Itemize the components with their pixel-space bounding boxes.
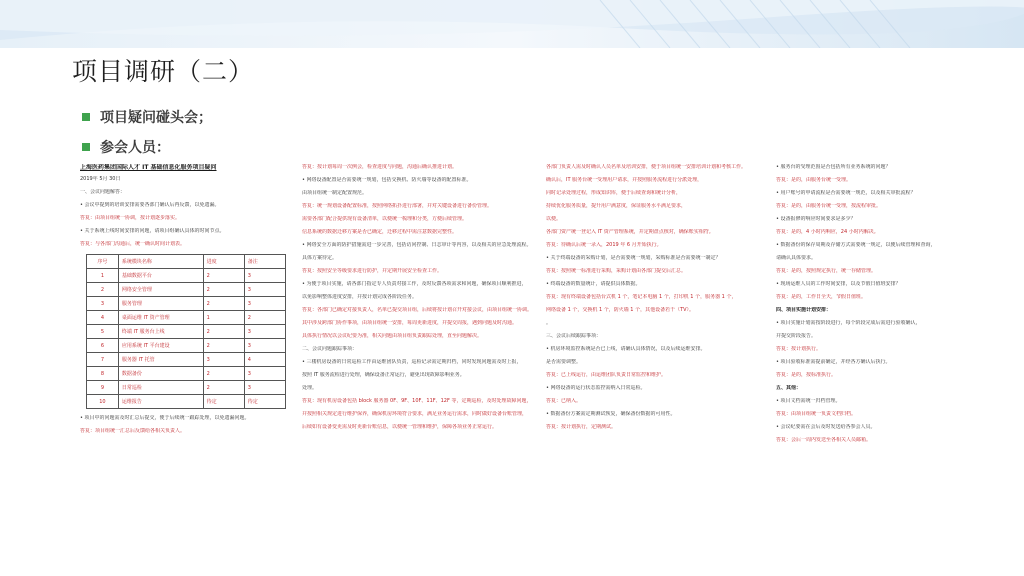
question-line: • 用户账号的申请流程是否需要统一规范，以及相关审批流程？ bbox=[776, 190, 916, 196]
answer-line: 持续优化服务质量，提升用户满意度，保证服务水平满足要求， bbox=[546, 203, 687, 209]
question-line: 以免影响整体进度安排，并按计划完成各阶段任务。 bbox=[302, 294, 418, 300]
question-line: • 网络设备的运行状态监控需纳入日常巡检。 bbox=[546, 385, 646, 391]
question-line: • 三楼机房设备的日常巡检工作由运维团队负责，巡检记录需定期归档，同时发现问题需及时上报， bbox=[302, 359, 522, 365]
table-row bbox=[87, 381, 286, 395]
question-line: • 设备报修的响应时间要求是多少？ bbox=[776, 216, 856, 222]
answer-line: 其中涉及跨部门协作事项，由项目组统一安排，每周更新进度，并提交周报，遇到问题及时沟通。 bbox=[302, 320, 518, 326]
table-row bbox=[87, 283, 286, 297]
table-cell: 3 bbox=[244, 367, 285, 381]
table-cell: 服务器 IT 托管 bbox=[118, 353, 203, 367]
table-cell: 4 bbox=[87, 311, 119, 325]
answer-line: 答复：已上线运行，由运维团队负责日常监控和维护。 bbox=[546, 372, 667, 378]
question-line: • 为便于项目实施，请各部门指定专人负责对接工作，及时反馈各项需求和问题，确保项目顺利推进， bbox=[302, 281, 527, 287]
answer-line: 答复：是的，按照规定执行，统一存储管理。 bbox=[776, 268, 877, 274]
question-line: 具体方案待定。 bbox=[302, 255, 338, 261]
question-line: 三、会议后续跟踪事项： bbox=[546, 333, 602, 339]
answer-line: 答复：是的，由服务台统一受理，按流程审批。 bbox=[776, 203, 882, 209]
document-page-1 bbox=[80, 164, 292, 530]
table-cell: 3 bbox=[244, 269, 285, 283]
plan-table bbox=[86, 254, 286, 409]
table-row bbox=[87, 339, 286, 353]
table-cell: 6 bbox=[87, 339, 119, 353]
document-page-3 bbox=[546, 164, 760, 530]
table-cell: 待定 bbox=[203, 395, 244, 409]
question-line: • 关于终端设备的采购计划，是否需要统一规划，采购标准是否需要统一制定？ bbox=[546, 255, 721, 261]
table-cell: 待定 bbox=[244, 395, 285, 409]
table-cell: 基础数据平台 bbox=[118, 269, 203, 283]
table-cell: 序号 bbox=[87, 255, 119, 269]
question-line: 由项目组统一制定配置规范。 bbox=[302, 190, 368, 196]
bullet-label: 参会人员： bbox=[100, 140, 170, 156]
table-cell: 3 bbox=[87, 297, 119, 311]
question-line: • 数据备份方案需定期测试恢复，确保备份数据的可用性。 bbox=[546, 411, 676, 417]
table-cell: 数据备份 bbox=[118, 367, 203, 381]
table-cell: 8 bbox=[87, 367, 119, 381]
table-cell: 2 bbox=[203, 283, 244, 297]
table-cell: 2 bbox=[203, 269, 244, 283]
question-line: 一、会议问题解答： bbox=[80, 189, 126, 195]
table-cell: 1 bbox=[87, 269, 119, 283]
answer-line: 答复：由项目组统一协调，按计划逐步落实。 bbox=[80, 215, 181, 221]
table-cell: 2 bbox=[203, 339, 244, 353]
question-line: • 关于系统上线时间安排的问题，请项目组确认具体的时间节点。 bbox=[80, 228, 225, 234]
table-cell: 3 bbox=[244, 381, 285, 395]
answer-line: 答复：统一规划设备配置标准，按照网络拓扑进行部署，并对关键设备进行备份管理。 bbox=[302, 203, 493, 209]
table-cell: 进度 bbox=[203, 255, 244, 269]
doc-title: 上海医药集团国际人才 IT 基础信息化服务项目疑问 bbox=[80, 164, 217, 171]
doc-date: 2019年 5月 30日 bbox=[80, 176, 121, 182]
table-cell: 7 bbox=[87, 353, 119, 367]
question-line: 是否需要调整。 bbox=[546, 359, 582, 365]
slide-title: 项目调研（二） bbox=[72, 57, 255, 86]
question-line: • 项目文档需统一归档管理。 bbox=[776, 398, 841, 404]
answer-line: 具体执行情况以会议纪要为准，相关问题由项目组负责跟踪处理，直至问题解决。 bbox=[302, 333, 483, 339]
answer-line: 需要各部门配合提供现有设备清单，以便统一梳理和分类，方便后续管理。 bbox=[302, 216, 468, 222]
answer-line: 答复：是的，工作日全天，节假日值班。 bbox=[776, 294, 867, 300]
table-row bbox=[87, 353, 286, 367]
document-page-2 bbox=[302, 164, 534, 530]
green-square-bullet-icon bbox=[82, 113, 90, 121]
document-page-4 bbox=[776, 164, 984, 530]
answer-line: 答复：按计划执行。 bbox=[776, 346, 822, 352]
answer-line: 网络设备 1 个，交换机 1 个，防火墙 1 个，其他设备若干（TV）。 bbox=[546, 307, 695, 313]
table-cell: 3 bbox=[244, 283, 285, 297]
question-line: • 网络安全方面的防护措施需进一步完善，包括访问控制、日志审计等内容，以及相关的应急处理流程。 bbox=[302, 242, 532, 248]
table-cell: 备注 bbox=[244, 255, 285, 269]
table-cell: 桌面运维 IT 资产管理 bbox=[118, 311, 203, 325]
table-header-row bbox=[87, 255, 286, 269]
question-line: • 项目实施计划需按阶段进行，每个阶段完成后需进行验收确认， bbox=[776, 320, 921, 326]
table-row bbox=[87, 325, 286, 339]
answer-line: 答复：按计划每周一次例会，检查进度与问题，沟通后确认推进计划。 bbox=[302, 164, 458, 170]
table-cell: 2 bbox=[203, 381, 244, 395]
table-cell: 日常巡检 bbox=[118, 381, 203, 395]
section-heading: 五、其他： bbox=[776, 385, 802, 391]
question-line: 按照 IT 服务流程进行处理，确保设备正常运行，避免出现故障影响业务。 bbox=[302, 372, 465, 378]
table-cell: 2 bbox=[203, 325, 244, 339]
answer-line: 答复：按照统一标准进行采购，采购计划由各部门提交后汇总。 bbox=[546, 268, 687, 274]
question-line: • 项目验收标准需提前确定，并经各方确认后执行。 bbox=[776, 359, 891, 365]
table-cell: 3 bbox=[244, 339, 285, 353]
question-line: • 网络设备配置是否需要统一规划，包括交换机、防火墙等设备的配置标准。 bbox=[302, 177, 472, 183]
answer-line: 以便。 bbox=[546, 216, 562, 222]
answer-line: 答复：是的，按标准执行。 bbox=[776, 372, 837, 378]
answer-line: 并按照相关规定进行维护保养，确保机房环境符合要求，满足业务运行需求，同时做好设备台账管理， bbox=[302, 411, 528, 417]
question-line: • 项目中的问题需及时汇总后提交，便于后续统一跟踪处理，以免遗漏问题。 bbox=[80, 415, 250, 421]
question-line: 二、会议问题跟踪事项： bbox=[302, 346, 358, 352]
question-line: • 服务台的受理范围是否包括所有业务系统的问题？ bbox=[776, 164, 891, 170]
table-cell: 2 bbox=[203, 367, 244, 381]
answer-line: 答复：按照安全等级要求进行防护，并定期开展安全检查工作。 bbox=[302, 268, 443, 274]
table-cell: 1 bbox=[203, 311, 244, 325]
table-cell: 服务管理 bbox=[118, 297, 203, 311]
table-cell: 2 bbox=[87, 283, 119, 297]
question-line: 。 bbox=[546, 320, 552, 326]
table-cell: 运维报告 bbox=[118, 395, 203, 409]
table-cell: 4 bbox=[244, 353, 285, 367]
answer-line: 后续如有设备变更需及时更新台账信息，以便统一管理和维护，保障各项业务正常运行。 bbox=[302, 424, 498, 430]
answer-line: 各部门资产统一登记入 IT 资产管理系统，并定期盘点核对，确保账实相符。 bbox=[546, 229, 714, 235]
header-decoration bbox=[0, 0, 1024, 48]
green-square-bullet-icon bbox=[82, 143, 90, 151]
answer-line: 信息系统的数据迁移方案是否已确定，迁移过程中需注意数据完整性。 bbox=[302, 229, 458, 235]
answer-line: 各部门负责人需及时确认人员名单及培训安排，便于项目组统一安排培训计划和考核工作。 bbox=[546, 164, 747, 170]
answer-line: 答复：各部门已确定对接负责人，名单已提交项目组，后续将按计划召开对接会议，由项目组统一协调。 bbox=[302, 307, 533, 313]
answer-line: 答复：是的，由服务台统一受理。 bbox=[776, 177, 852, 183]
table-cell: 3 bbox=[244, 297, 285, 311]
table-cell: 10 bbox=[87, 395, 119, 409]
bullet-item bbox=[82, 135, 170, 159]
answer-line: 答复：按计划执行，定期测试。 bbox=[546, 424, 617, 430]
answer-line: 答复：与各部门沟通后，统一确认时间计划表。 bbox=[80, 241, 186, 247]
table-cell: 5 bbox=[87, 325, 119, 339]
table-row bbox=[87, 297, 286, 311]
table-cell: 2 bbox=[203, 297, 244, 311]
answer-line: 答复：待确认后统一录入，2019 年 6 月开始执行。 bbox=[546, 242, 662, 248]
answer-line: 答复：是的，4 小时内响应，24 小时内解决。 bbox=[776, 229, 879, 235]
answer-line: 答复：现有终端设备包括台式机 1 个，笔记本电脑 1 个，打印机 1 个，服务器 1 个， bbox=[546, 294, 737, 300]
question-line: • 现场运维人员的工作时间安排，以及节假日值班安排？ bbox=[776, 281, 901, 287]
section-heading: 四、项目实施计划安排： bbox=[776, 307, 832, 313]
table-row bbox=[87, 367, 286, 381]
table-cell: 网络安全管理 bbox=[118, 283, 203, 297]
table-cell: 2 bbox=[244, 311, 285, 325]
table-cell: 3 bbox=[203, 353, 244, 367]
answer-line: 答复：会后一周内发送至各相关人员邮箱。 bbox=[776, 437, 872, 443]
table-cell: 应用系统 IT 平台建设 bbox=[118, 339, 203, 353]
table-cell: 终端 IT 服务台上线 bbox=[118, 325, 203, 339]
question-line: • 机房环境监控系统是否已上线，请确认具体情况，以及后续运维安排。 bbox=[546, 346, 706, 352]
question-line: 处理。 bbox=[302, 385, 318, 391]
answer-line: 答复：已纳入。 bbox=[546, 398, 582, 404]
answer-line: 确认后，IT 服务台统一受理用户请求，并按照服务流程进行分派处理， bbox=[546, 177, 703, 183]
question-line: • 会议纪要需在会后及时发送给各参会人员。 bbox=[776, 424, 876, 430]
table-row bbox=[87, 395, 286, 409]
question-line: 并提交阶段报告。 bbox=[776, 333, 817, 339]
table-cell: 9 bbox=[87, 381, 119, 395]
table-cell: 系统模块名称 bbox=[118, 255, 203, 269]
table-row bbox=[87, 311, 286, 325]
question-line: 请确认具体要求。 bbox=[776, 255, 817, 261]
question-line: • 数据备份的保存周期及存储方式需要统一规定，以便后续管理和查询， bbox=[776, 242, 936, 248]
answer-line: 同时记录处理过程，形成知识库，便于后续查询和统计分析， bbox=[546, 190, 682, 196]
answer-line: 答复：现有机房设备包括 block 服务器 0F、9F、10F、11F、12F 等，定期巡检，及时处理故障问题， bbox=[302, 398, 532, 404]
question-line: • 会议中提到的培训安排需要各部门确认后再反馈，以免遗漏。 bbox=[80, 202, 220, 208]
bullet-label: 项目疑问碰头会； bbox=[100, 110, 212, 126]
question-line: • 终端设备的数量统计，请提供具体数据。 bbox=[546, 281, 641, 287]
table-cell: 3 bbox=[244, 325, 285, 339]
table-row bbox=[87, 269, 286, 283]
answer-line: 答复：由项目组统一负责文档归档。 bbox=[776, 411, 857, 417]
bullet-item bbox=[82, 105, 212, 129]
answer-line: 答复：项目组统一汇总后反馈给各相关负责人。 bbox=[80, 428, 186, 434]
